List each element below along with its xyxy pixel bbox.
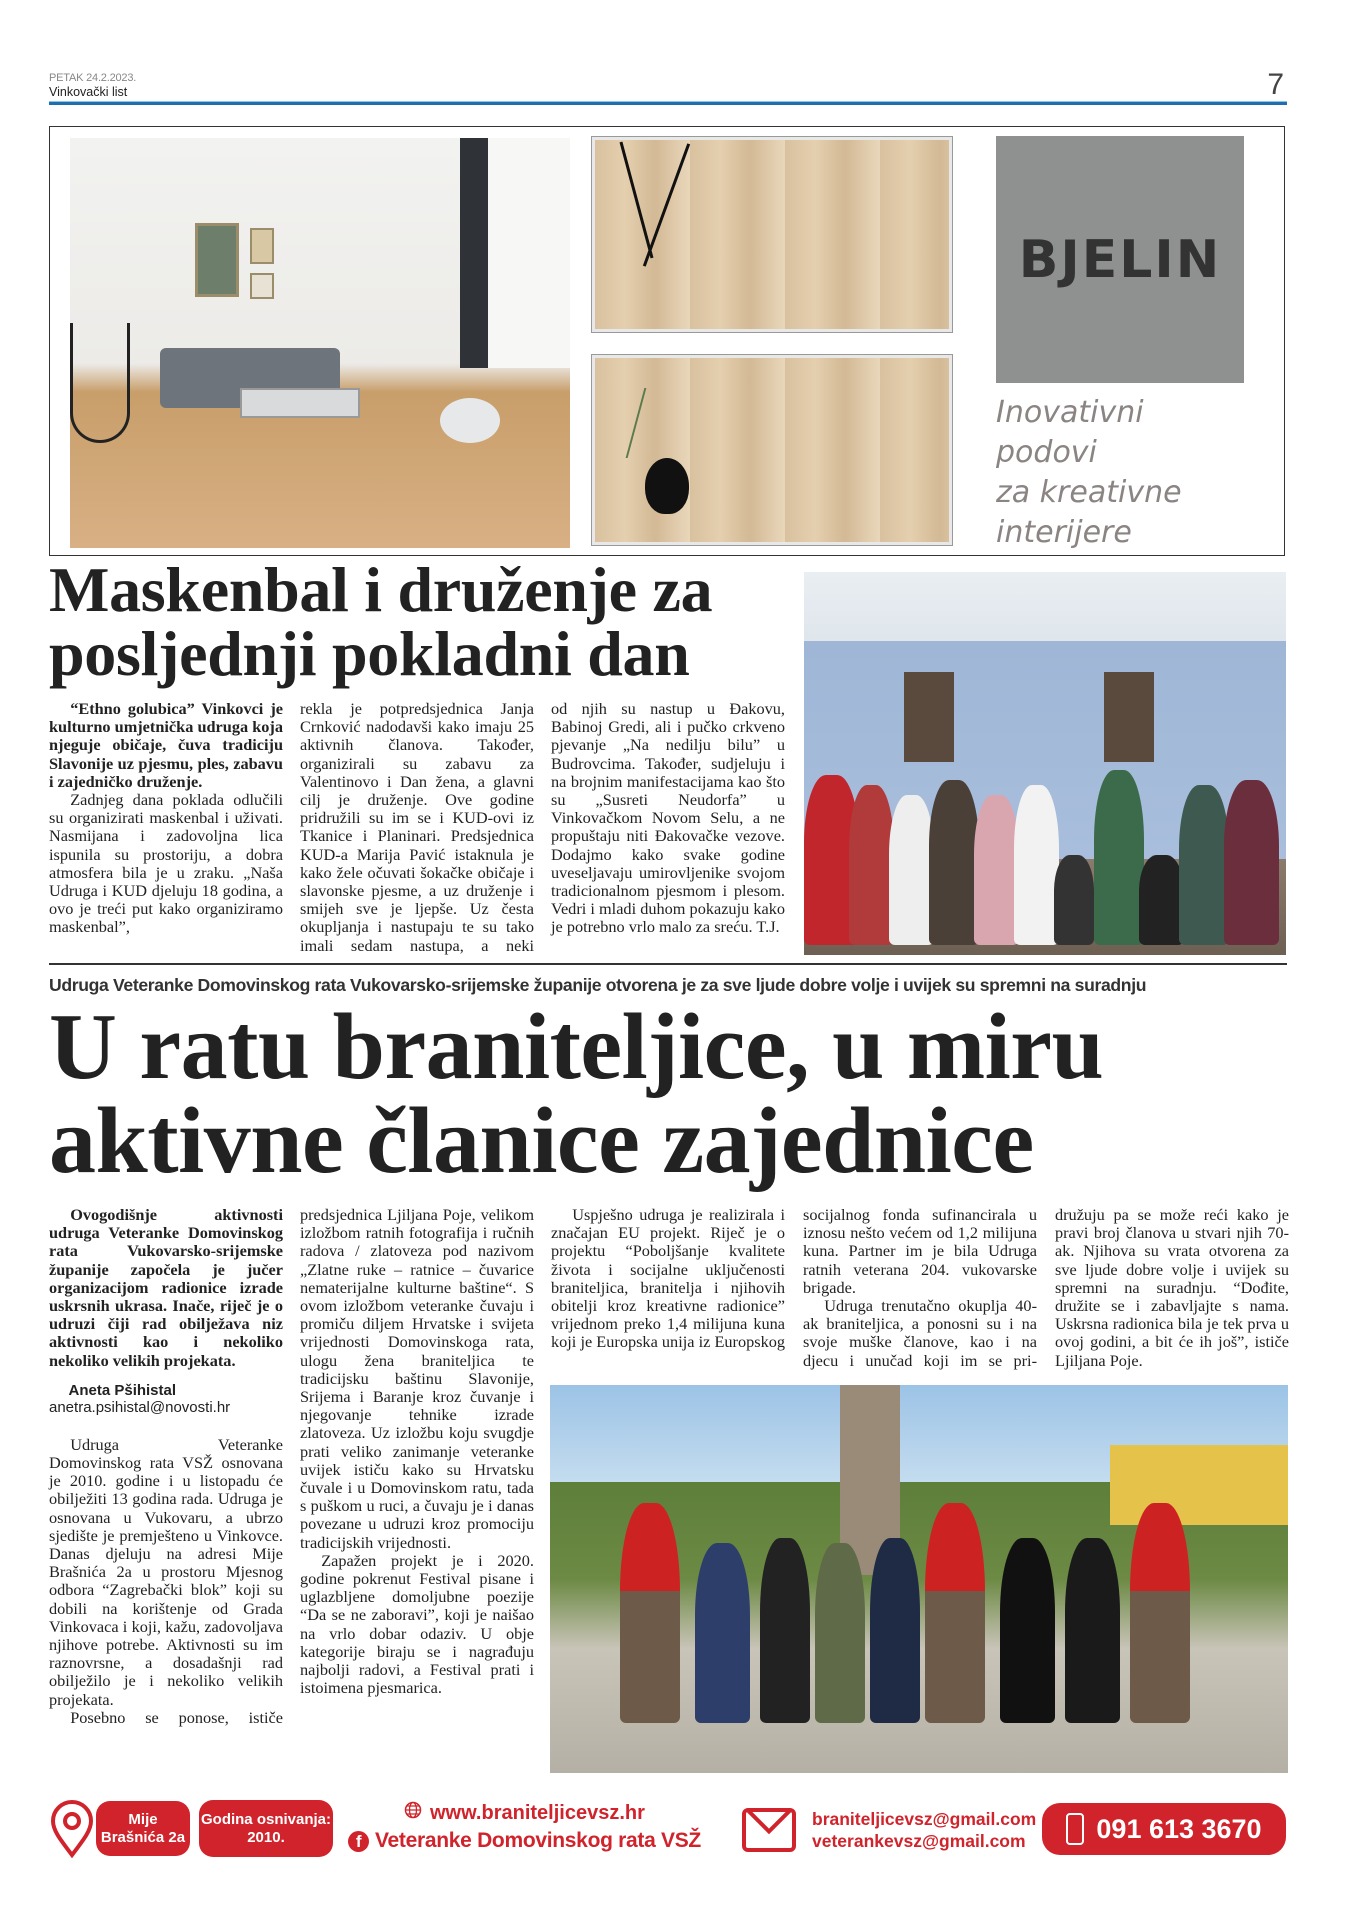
- headline-line: posljednji pokladni dan: [49, 618, 690, 689]
- tagline-line: za kreativne: [996, 475, 1182, 510]
- living-room-photo: [70, 138, 570, 548]
- location-pin-icon: [49, 1800, 95, 1858]
- mobile-phone-icon: [1066, 1813, 1084, 1845]
- article2-paragraph: Zapažen projekt je i 2020. godine pokrenut Festival pisane i uglazbljene domoljubne poezije “Da se ne zaboravi”, koji je naišao na vrlo dobar odaziv. U obje kategorije biraju se i nagrađuju najbolji radovi, a Festival prati i istoimena pjesmarica.: [300, 1550, 534, 1698]
- article1-headline: [49, 554, 713, 689]
- article2-paragraph: socijalnog fonda sufinancirala u iznosu nešto većem od 1,2 milijuna kuna. Partner im je bila Udruga ratnih veterana 204. vukovarske brigade.: [803, 1205, 1037, 1297]
- email-list: [812, 1808, 1036, 1852]
- article2-column-3: [551, 1206, 785, 1352]
- email-link[interactable]: braniteljicevsz@gmail.com: [812, 1809, 1037, 1829]
- article1-column-2: [300, 700, 534, 955]
- article2-paragraph: predsjednica Ljiljana Poje, velikom izložbom ratnih fotografija i ručnih radova / zlatoveza pod nazivom „Zlatne ruke – ratnice – čuvarice nematerijalne kulturne baštine“. S ovom izložbom veteranke čuvaju i promiču diljem Hrvatske i svijeta vrijednosti Domovinskoga rata, ulogu žena braniteljica te tradicijsku baštinu Slavonije, Srijema i Baranje kroz čuvanje i njegovanje tehnike izrade zlatoveza. Uz izložbu koju svugdje prati veliko zanimanje veteranke uvijek ističu kako su Hrvatsku čuvale i u Domovinskom ratu, tada s puškom u ruci, a čuvaju je i danas povezane u udruzi kroz promociju tradicijskih vrijednosti.: [300, 1205, 534, 1552]
- article2-column-2: [300, 1206, 534, 1697]
- phone-badge[interactable]: [1042, 1803, 1286, 1855]
- wood-floor-photo-1: [592, 137, 952, 332]
- author-email[interactable]: anetra.psihistal@novosti.hr: [49, 1398, 231, 1416]
- facebook-icon: f: [348, 1831, 369, 1852]
- section-divider: [49, 963, 1287, 965]
- issue-date: PETAK 24.2.2023.: [49, 72, 137, 84]
- facebook-link[interactable]: [348, 1829, 701, 1853]
- article1-column-1: [49, 700, 283, 937]
- address-text: Mije Brašnića 2a: [100, 1810, 186, 1846]
- tagline-line: interijere: [996, 515, 1132, 550]
- article2-paragraph: Posebno se ponose, ističe: [70, 1707, 283, 1727]
- article1-paragraph: od njih su nastup u Đakovu, Babinoj Gredi, ali i pučko crkveno pjevanje „Na nedilju bilu” u Budrovcima. Također, sudjeluju i na brojnim manifestacijama kao što su „Susreti Neudorfa” u Vinkovačkom Novom Selu, a ne propuštaju niti Đakovačke vezove. Dodajmo kako svake godine uveseljavaju umirovljenike svojom tradicionalnom pjesmom i plesom. Vedri i mladi duhom pokazuju kako je potrebno vrlo malo za sreću. T.J.: [551, 699, 785, 937]
- article2-paragraph: družuju pa se može reći kako je pravi broj članova u stvari njih 70-ak. Njihova su vrata otvorena za sve ljude dobre volje i uvijek su spremni na suradnju. “Dođite, družite se i zabavljajte s nama. Uskrsna radionica bila je tek prva u ovoj godini, a bit će ih još”, ističe Ljiljana Poje.: [1055, 1205, 1289, 1370]
- article2-column-1: [49, 1206, 283, 1727]
- headline-line: aktivne članice zajednice: [49, 1089, 1034, 1193]
- globe-icon: [404, 1801, 422, 1825]
- website-link[interactable]: [404, 1801, 645, 1825]
- tagline-line: Inovativni: [996, 395, 1144, 430]
- ad-tagline: [996, 393, 1182, 553]
- article2-paragraph: Udruga trenutačno okuplja 40-ak braniteljica, a ponosni su i na svoje muške članove, kao i na djecu i unučad koji im se pri-: [803, 1296, 1037, 1370]
- phone-number: 091 613 3670: [1096, 1814, 1262, 1844]
- mail-icon: [742, 1808, 796, 1852]
- facebook-text: Veteranke Domovinskog rata VSŽ: [375, 1829, 701, 1852]
- veterans-group-photo: [550, 1385, 1288, 1773]
- article2-kicker: Udruga Veteranke Domovinskog rata Vukovarsko-srijemske županije otvorena je za sve ljude dobre volje i uvijek su spremni na suradnju: [49, 975, 1147, 995]
- wood-floor-photo-2: [592, 355, 952, 545]
- website-text: www.braniteljicevsz.hr: [430, 1801, 645, 1824]
- header-rule: [49, 102, 1287, 105]
- founded-text: Godina osnivanja: 2010.: [200, 1810, 332, 1846]
- article2-column-4: [803, 1206, 1037, 1370]
- masquerade-group-photo: [804, 572, 1286, 955]
- article2-paragraph: Udruga Veteranke Domovinskog rata VSŽ osnovana je 2010. godine i u listopadu će obilježiti 13 godina rada. Udruga je osnovana u Vukovaru, a ubrzo sjedište je premješteno u Vinkovce. Danas djeluju na adresi Mije Brašnića 2a u prostoru Mjesnog odbora “Zagrebački blok” koji su dobili na korištenje od Grada Vinkovaca i koji, kažu, zadovoljava njihove potrebe. Aktivnosti su im raznovrsne, a dosadašnji rad obilježilo je i nekoliko velikih projekata.: [49, 1434, 283, 1709]
- page-number: 7: [1267, 68, 1284, 101]
- tagline-line: podovi: [996, 435, 1097, 470]
- newspaper-name: Vinkovački list: [49, 85, 128, 99]
- bjelin-advertisement: [49, 126, 1285, 556]
- article2-paragraph: Uspješno udruga je realizirala i značajan EU projekt. Riječ je o projektu “Poboljšanje kvalitete života i socijalne uključenosti braniteljica, branitelja i njihovih obitelji kroz kreativne radionice” vrijednom preko 1,4 milijuna kuna koji je Europska unija iz Europskog: [551, 1205, 785, 1352]
- article2-column-5: [1055, 1206, 1289, 1370]
- founded-badge: [199, 1800, 333, 1857]
- headline-line: U ratu braniteljice, u miru: [49, 995, 1104, 1099]
- address-badge: [96, 1801, 190, 1856]
- article2-headline: [49, 995, 1104, 1193]
- headline-line: Maskenbal i druženje za: [49, 554, 713, 625]
- article1-column-3: [551, 700, 785, 937]
- article2-lead: Ovogodišnje aktivnosti udruga Veteranke Domovinskog rata Vukovarsko-srijemske županije započela je jučer organizacijom radionice izrade uskrsnih ukrasa. Inače, riječ je o udruzi čiji rad obilježava niz aktivnosti kao i nekoliko nekoliko velikih projekata.: [49, 1205, 283, 1370]
- article1-paragraph: Zadnjeg dana poklada odlučili su organizirati maskenbal i uživati. Nasmijana i zadovoljna lica ispunila su prostoriju, a dobra atmosfera bila je u zraku. „Naša Udruga i KUD djeluju 18 godina, a ovo je treći put kako organiziramo maskenbal”,: [49, 790, 283, 937]
- email-link[interactable]: veterankevsz@gmail.com: [812, 1831, 1026, 1851]
- article1-paragraph: rekla je potpredsjednica Janja Crnković nadodavši kako imaju 25 aktivnih članova. Također, organizirali su zabavu za Valentinovo i Dan žena, a glavni cilj je druženje. Ove godine pridružili su im se i KUD-ovi iz Tkanice i Planinari. Predsjednica KUD-a Marija Pavić istaknula je kako žele očuvati šokačke običaje i slavonske pjesme, a uz druženje i smijeh sve je ljepše. Uz česta okupljanja i nastupaju te su tako imali sedam nastupa, a neki: [300, 699, 534, 955]
- author-name: Aneta Pšihistal: [68, 1381, 177, 1399]
- bjelin-logo: BJELIN: [996, 136, 1244, 383]
- article1-lead: “Ethno golubica” Vinkovci je kulturno umjetnička udruga koja njeguje običaje, čuva tradiciju Slavonije uz pjesmu, ples, zabavu i zajedničko druženje.: [49, 699, 283, 791]
